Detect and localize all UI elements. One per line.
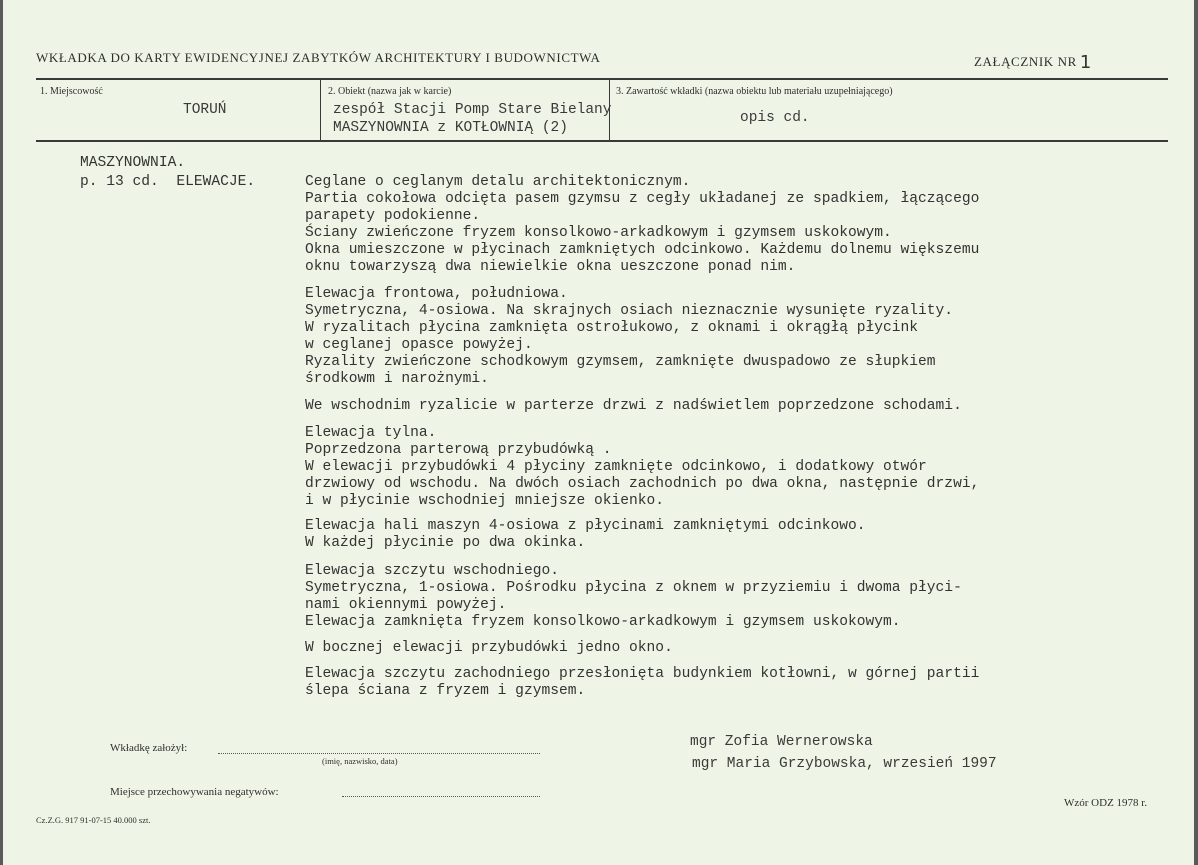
body-line: oknu towarzyszą dwa niewielkie okna ueszczone ponad nim. [305, 259, 796, 275]
content-label: 3. Zawartość wkładki (nazwa obiektu lub materiału uzupełniającego) [616, 86, 893, 97]
body-line: Partia cokołowa odcięta pasem gzymsu z cegły układanej ze spadkiem, łączącego [305, 191, 980, 207]
body-line: drzwiowy od wschodu. Na dwóch osiach zachodnich po dwa okna, następnie drzwi, [305, 476, 980, 492]
section-title: MASZYNOWNIA. [80, 155, 186, 171]
body-line: Ściany zwieńczone fryzem konsolkowo-arkadkowym i gzymsem uskokowym. [305, 225, 892, 241]
body-line: Symetryczna, 1-osiowa. Pośrodku płycina z oknem w przyziemiu i dwoma płyci- [305, 580, 962, 596]
body-line: w ceglanej opasce powyżej. [305, 337, 533, 353]
print-info: Cz.Z.G. 917 91-07-15 40.000 szt. [36, 815, 151, 825]
negatives-label: Miejsce przechowywania negatywów: [110, 786, 279, 798]
object-value-line1: zespół Stacji Pomp Stare Bielany [333, 102, 612, 118]
body-line: Elewacja zamknięta fryzem konsolkowo-arkadkowym i gzymsem uskokowym. [305, 614, 901, 630]
object-value-line2: MASZYNOWNIA z KOTŁOWNIĄ (2) [333, 120, 568, 136]
section-reference: p. 13 cd. ELEWACJE. [80, 174, 256, 190]
author-line-1: mgr Zofia Wernerowska [690, 734, 873, 750]
table-top-rule [36, 78, 1168, 80]
body-line: W bocznej elewacji przybudówki jedno okno. [305, 640, 673, 656]
body-line: We wschodnim ryzalicie w parterze drzwi z nadświetlem poprzedzone schodami. [305, 398, 962, 414]
body-line: Okna umieszczone w płycinach zamkniętych odcinkowo. Każdemu dolnemu większemu [305, 242, 980, 258]
locality-label: 1. Miejscowość [40, 86, 103, 97]
body-line: Elewacja hali maszyn 4-osiowa z płycinami zamkniętymi odcinkowo. [305, 518, 866, 534]
body-line: ślepa ściana z fryzem i gzymsem. [305, 683, 586, 699]
body-line: W elewacji przybudówki 4 płyciny zamknięte odcinkowo, i dodatkowy otwór [305, 459, 927, 475]
body-line: Elewacja frontowa, południowa. [305, 286, 568, 302]
created-by-label: Wkładkę założył: [110, 742, 188, 754]
body-line: i w płycinie wschodniej mniejsze okienko. [305, 493, 665, 509]
author-line-2: mgr Maria Grzybowska, wrzesień 1997 [692, 756, 997, 772]
content-value: opis cd. [740, 110, 810, 126]
body-line: środkowm i narożnymi. [305, 371, 489, 387]
body-line: Ryzality zwieńczone schodkowym gzymsem, zamknięte dwuspadowo ze słupkiem [305, 354, 936, 370]
attachment-text: ZAŁĄCZNIK NR [974, 54, 1077, 69]
attachment-label [974, 50, 1092, 73]
body-line: Elewacja tylna. [305, 425, 437, 441]
body-line: Elewacja szczytu wschodniego. [305, 563, 559, 579]
body-line: parapety podokienne. [305, 208, 481, 224]
form-title: WKŁADKA DO KARTY EWIDENCYJNEJ ZABYTKÓW ARCHITEKTURY I BUDOWNICTWA [36, 50, 601, 65]
table-bottom-rule [36, 140, 1168, 142]
negatives-dotted-line [342, 796, 540, 797]
body-line: Poprzedzona parterową przybudówką . [305, 442, 612, 458]
created-by-caption: (imię, nazwisko, data) [322, 756, 398, 766]
body-line: Ceglane o ceglanym detalu architektonicznym. [305, 174, 691, 190]
body-line: Symetryczna, 4-osiowa. Na skrajnych osiach nieznacznie wysunięte ryzality. [305, 303, 954, 319]
body-line: W każdej płycinie po dwa okinka. [305, 535, 586, 551]
body-line: Elewacja szczytu zachodniego przesłonięta budynkiem kotłowni, w górnej partii [305, 666, 980, 682]
created-by-dotted-line [218, 753, 540, 754]
form-model: Wzór ODZ 1978 r. [1064, 797, 1148, 809]
right-border [1194, 0, 1198, 865]
attachment-number: 1 [1079, 52, 1092, 73]
body-line: nami okiennymi powyżej. [305, 597, 507, 613]
object-label: 2. Obiekt (nazwa jak w karcie) [328, 86, 452, 97]
column-divider-1 [320, 80, 321, 140]
left-border [0, 0, 3, 865]
body-line: W ryzalitach płycina zamknięta ostrołukowo, z oknami i okrągłą płycink [305, 320, 919, 336]
locality-value: TORUŃ [183, 102, 227, 118]
